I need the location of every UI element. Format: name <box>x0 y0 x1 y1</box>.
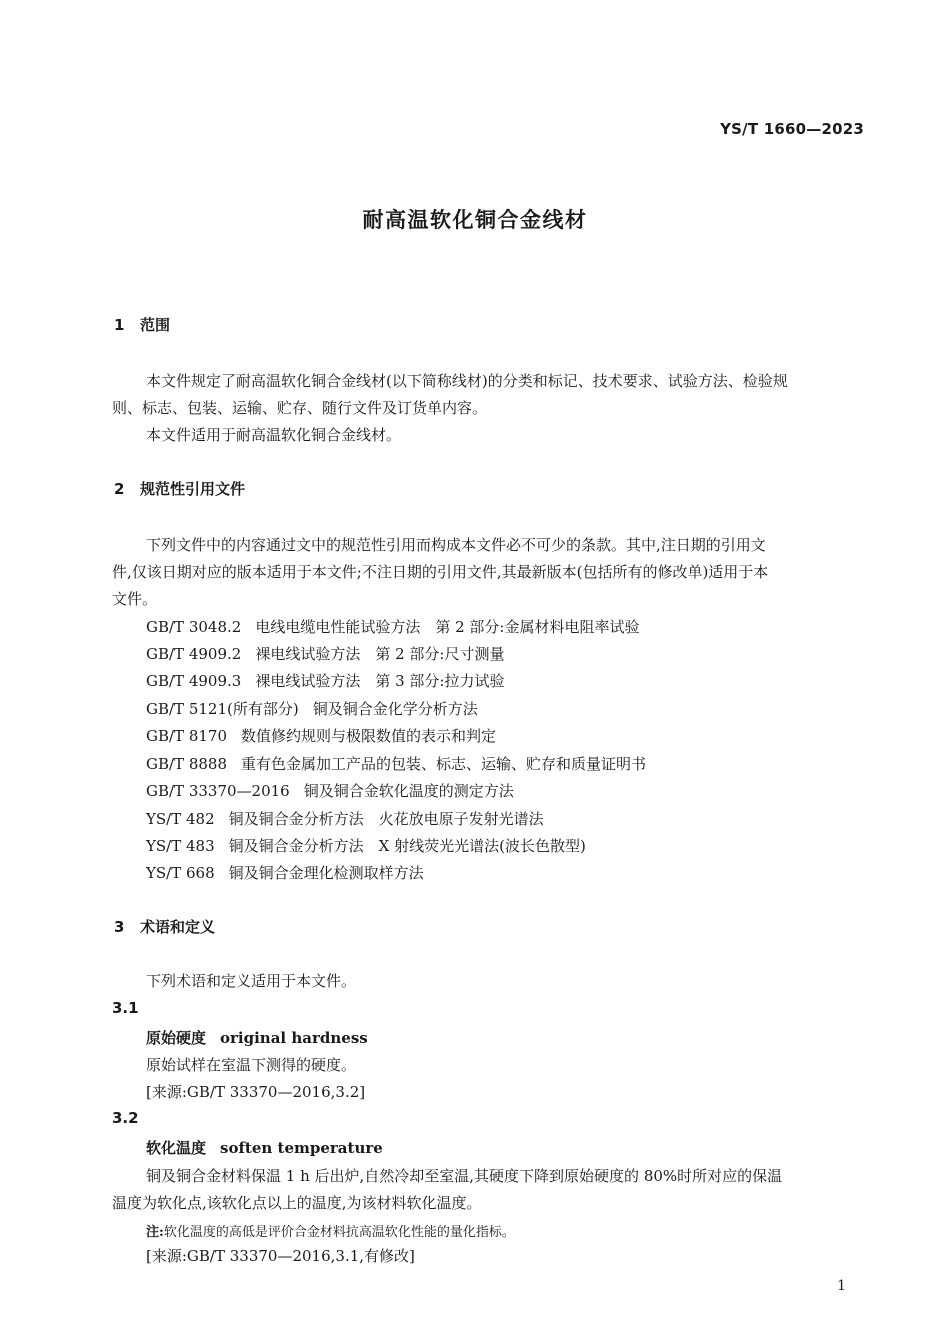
reference-code: GB/T 3048.2 <box>146 618 242 636</box>
term-note <box>146 1221 515 1240</box>
reference-item <box>146 862 424 883</box>
term-number: 3.2 <box>112 1109 139 1127</box>
term-name-en: original hardness <box>220 1029 368 1047</box>
reference-item <box>146 725 496 746</box>
reference-title: 铜及铜合金分析方法 火花放电原子发射光谱法 <box>228 810 544 828</box>
references-intro-line: 下列文件中的内容通过文中的规范性引用而构成本文件必不可少的条款。其中,注日期的引用文 <box>146 536 766 554</box>
term-definition: 原始试样在室温下测得的硬度。 <box>146 1056 357 1074</box>
standard-code: YS/T 1660—2023 <box>720 120 864 138</box>
page-number: 1 <box>837 1278 846 1294</box>
reference-code: GB/T 8888 <box>146 755 228 773</box>
reference-item <box>146 835 586 856</box>
terms-intro: 下列术语和定义适用于本文件。 <box>146 972 357 990</box>
section-number: 3 <box>114 918 125 936</box>
reference-title: 电线电缆电性能试验方法 第 2 部分:金属材料电阻率试验 <box>255 618 640 636</box>
reference-item <box>146 643 504 664</box>
reference-code: YS/T 483 <box>146 837 215 855</box>
scope-paragraph-line: 则、标志、包装、运输、贮存、随行文件及订货单内容。 <box>112 399 488 417</box>
reference-code: GB/T 5121(所有部分) <box>146 700 299 718</box>
term-definition-line: 温度为软化点,该软化点以上的温度,为该材料软化温度。 <box>112 1194 482 1212</box>
reference-title: 裸电线试验方法 第 2 部分:尺寸测量 <box>255 645 505 663</box>
references-intro-line: 件,仅该日期对应的版本适用于本文件;不注日期的引用文件,其最新版本(包括所有的修改单)适用于本 <box>112 563 769 581</box>
term-source: [来源:GB/T 33370—2016,3.2] <box>146 1083 366 1101</box>
term-name <box>146 1027 368 1048</box>
reference-title: 铜及铜合金理化检测取样方法 <box>228 864 424 882</box>
reference-code: GB/T 33370—2016 <box>146 782 290 800</box>
section-2-heading <box>114 478 245 499</box>
reference-code: YS/T 668 <box>146 864 215 882</box>
reference-item <box>146 780 514 801</box>
reference-title: 重有色金属加工产品的包装、标志、运输、贮存和质量证明书 <box>241 755 647 773</box>
scope-paragraph-line: 本文件规定了耐高温软化铜合金线材(以下简称线材)的分类和标记、技术要求、试验方法、检验规 <box>146 372 788 390</box>
reference-item <box>146 698 478 719</box>
reference-item <box>146 616 639 637</box>
term-name <box>146 1137 383 1158</box>
reference-item <box>146 753 646 774</box>
section-title: 术语和定义 <box>140 918 216 936</box>
section-title: 范围 <box>140 316 171 334</box>
section-number: 1 <box>114 316 125 334</box>
note-label: 注: <box>146 1225 164 1240</box>
scope-applicability: 本文件适用于耐高温软化铜合金线材。 <box>146 426 402 444</box>
reference-code: GB/T 4909.2 <box>146 645 242 663</box>
reference-title: 铜及铜合金化学分析方法 <box>312 700 478 718</box>
note-text: 软化温度的高低是评价合金材料抗高温软化性能的量化指标。 <box>163 1225 515 1240</box>
section-number: 2 <box>114 480 125 498</box>
term-name-cn: 原始硬度 <box>146 1029 207 1047</box>
reference-title: 裸电线试验方法 第 3 部分:拉力试验 <box>255 672 505 690</box>
references-intro-line: 文件。 <box>112 590 158 608</box>
reference-title: 数值修约规则与极限数值的表示和判定 <box>241 727 497 745</box>
term-definition-line: 铜及铜合金材料保温 1 h 后出炉,自然冷却至室温,其硬度下降到原始硬度的 80%时所对应的保温 <box>146 1167 783 1185</box>
reference-code: GB/T 8170 <box>146 727 228 745</box>
reference-title: 铜及铜合金软化温度的测定方法 <box>303 782 514 800</box>
section-1-heading <box>114 314 170 335</box>
document-title: 耐高温软化铜合金线材 <box>362 208 588 232</box>
reference-code: GB/T 4909.3 <box>146 672 242 690</box>
reference-item <box>146 808 544 829</box>
section-title: 规范性引用文件 <box>140 480 246 498</box>
term-source: [来源:GB/T 33370—2016,3.1,有修改] <box>146 1247 415 1265</box>
reference-code: YS/T 482 <box>146 810 215 828</box>
term-name-en: soften temperature <box>220 1139 383 1157</box>
section-3-heading <box>114 916 215 937</box>
term-number: 3.1 <box>112 999 139 1017</box>
reference-item <box>146 670 504 691</box>
term-name-cn: 软化温度 <box>146 1139 207 1157</box>
reference-title: 铜及铜合金分析方法 X 射线荧光光谱法(波长色散型) <box>228 837 586 855</box>
